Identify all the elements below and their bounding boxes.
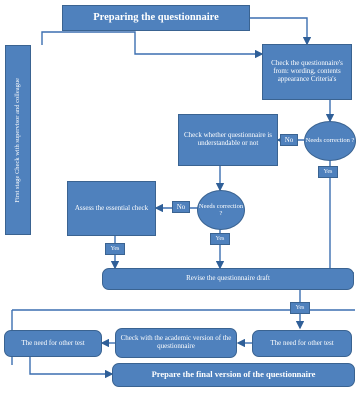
node-check-academic-version: Check with the academic version of the questionnaire (115, 328, 237, 358)
node-needs-correction-2: Needs correction ? (197, 190, 245, 230)
label-no-1: No (280, 134, 298, 146)
label-yes-2: Yes (210, 233, 230, 245)
node-check-criteria: Check the questionnaire's from: wording, contents appearance Criteria's (262, 44, 352, 100)
node-assess-essential-check: Assess the essential check (67, 181, 156, 236)
node-first-stage-check: First stage Check with supervisor and colleague (5, 45, 31, 235)
node-need-other-test-right: The need for other test (252, 330, 352, 357)
node-check-understandable: Check whether questionnaire is understandable or not (178, 114, 278, 166)
arrow-prep-to-criteria (250, 18, 307, 44)
node-prepare-final-version: Prepare the final version of the questionnaire (112, 363, 355, 387)
arrow-need-left-to-final (30, 356, 112, 374)
node-preparing-questionnaire: Preparing the questionnaire (62, 5, 250, 31)
node-need-other-test-left: The need for other test (4, 330, 102, 357)
node-revise-draft: Revise the questionnaire draft (102, 268, 354, 290)
label-yes-1: Yes (318, 166, 338, 178)
node-needs-correction-1: Needs correction ? (304, 121, 356, 161)
label-yes-4: Yes (290, 302, 310, 314)
label-yes-3: Yes (105, 243, 125, 255)
label-no-2: No (172, 201, 190, 213)
arrow-pilot-to-criteria (42, 32, 262, 54)
